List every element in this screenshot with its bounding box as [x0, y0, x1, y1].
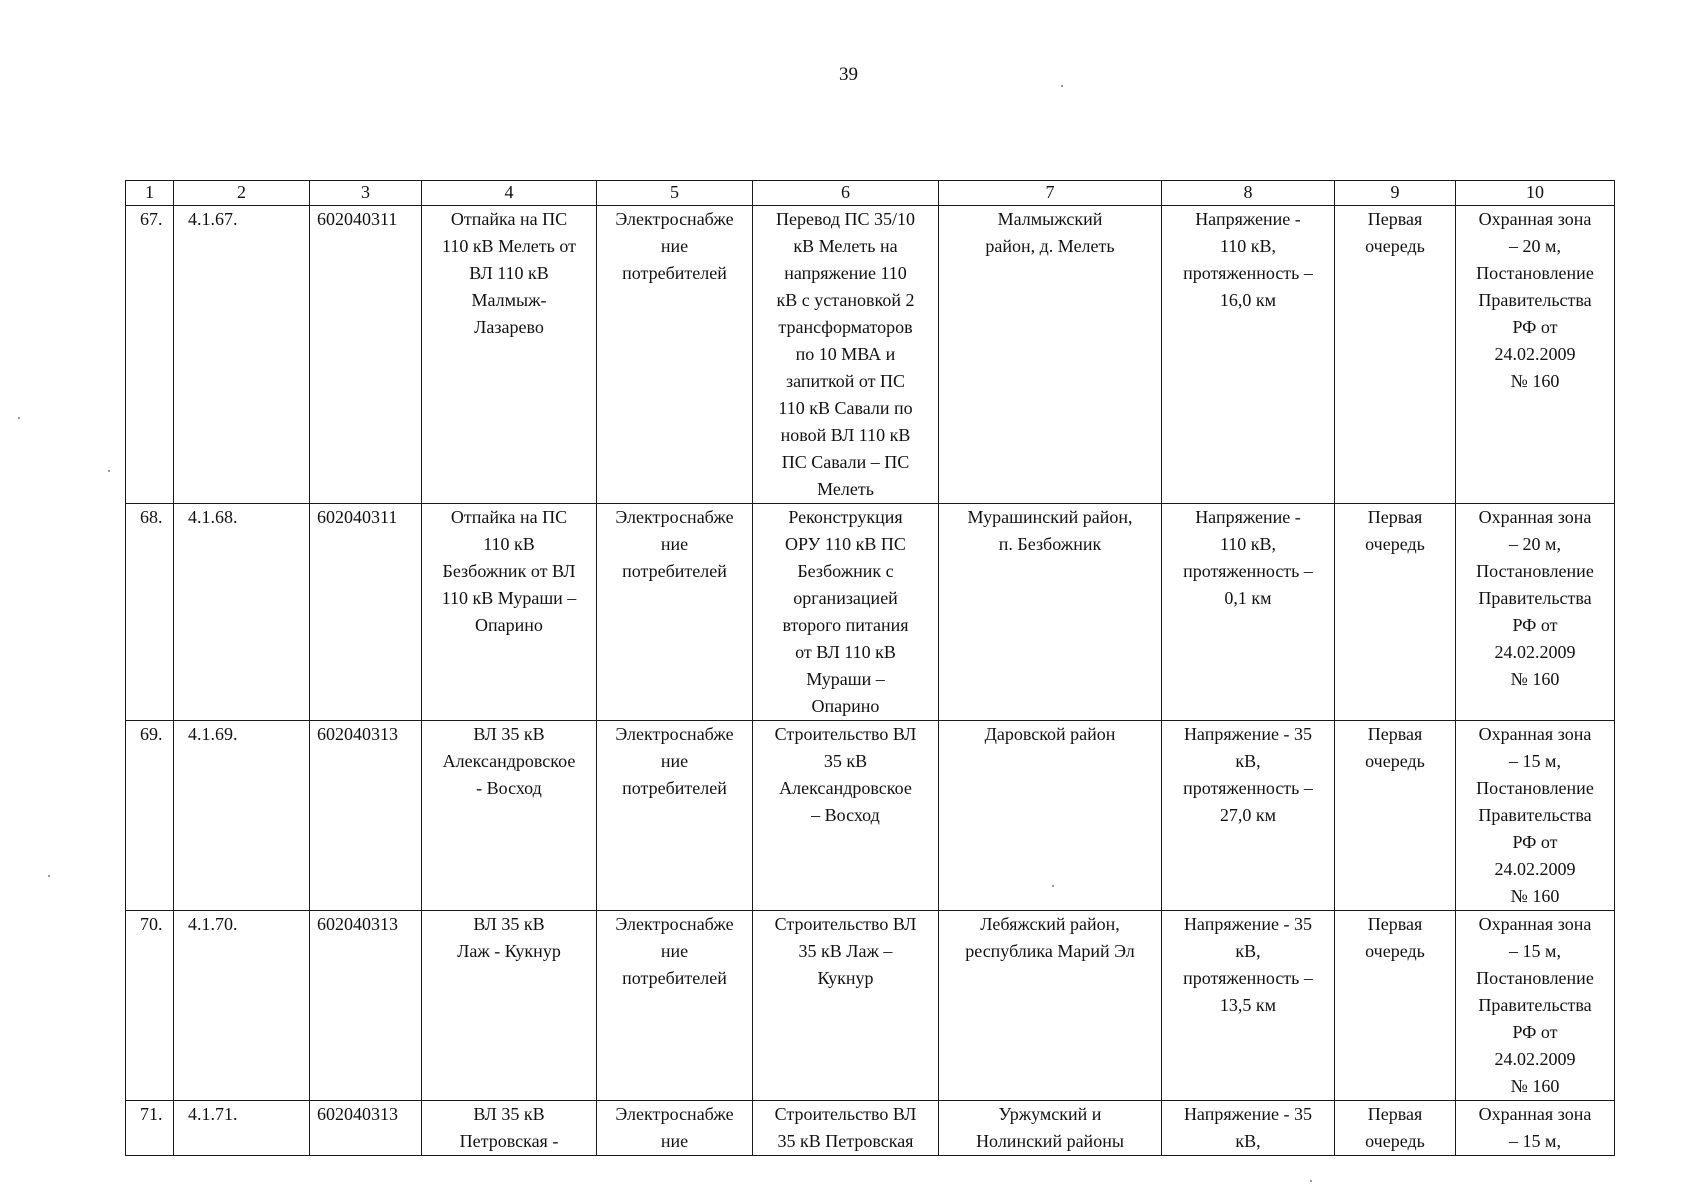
- location-cell: [939, 206, 1162, 504]
- purpose-cell: [597, 911, 753, 1101]
- cell-line: 0,1 км: [1224, 588, 1272, 608]
- cell-line: потребителей: [622, 263, 727, 283]
- item-code: 4.1.70.: [174, 911, 310, 1101]
- cell-line: Отпайка на ПС: [450, 507, 568, 527]
- cell-line: протяженность –: [1183, 561, 1313, 581]
- column-number-row: [126, 181, 1615, 206]
- cell-line: протяженность –: [1183, 778, 1313, 798]
- cell-line: Строительство ВЛ: [774, 724, 917, 744]
- location-cell: [939, 911, 1162, 1101]
- cell-line: по 10 МВА и: [795, 344, 896, 364]
- cell-line: Лаж - Кукнур: [457, 941, 561, 961]
- cell-line: п. Безбожник: [998, 534, 1102, 554]
- object-id: 602040311: [310, 504, 422, 721]
- cell-line: кВ с установкой 2: [776, 290, 915, 310]
- cell-line: – Восход: [811, 805, 880, 825]
- column-header-5: 5: [597, 181, 753, 206]
- cell-line: 110 кВ Савали по: [778, 398, 913, 418]
- cell-line: потребителей: [622, 561, 727, 581]
- location-cell: [939, 721, 1162, 911]
- cell-line: ние: [660, 751, 689, 771]
- cell-line: кВ,: [1235, 1131, 1261, 1151]
- table-body: [126, 206, 1615, 1156]
- table-row: [126, 504, 1615, 721]
- cell-line: Александровское: [442, 751, 576, 771]
- purpose-cell: [597, 721, 753, 911]
- specs-cell: [1162, 721, 1335, 911]
- cell-line: ПС Савали – ПС: [781, 452, 910, 472]
- cell-line: очередь: [1365, 941, 1425, 961]
- cell-line: Охранная зона: [1478, 209, 1592, 229]
- cell-line: кВ,: [1235, 941, 1261, 961]
- scan-speck: [18, 417, 20, 419]
- cell-line: 24.02.2009: [1494, 642, 1576, 662]
- cell-line: Уржумский и: [998, 1104, 1102, 1124]
- stage-cell: [1335, 911, 1456, 1101]
- cell-line: потребителей: [622, 778, 727, 798]
- cell-line: 110 кВ: [483, 534, 535, 554]
- cell-line: ВЛ 110 кВ: [469, 263, 549, 283]
- cell-line: Мураши –: [806, 669, 885, 689]
- cell-line: 110 кВ,: [1219, 534, 1277, 554]
- cell-line: протяженность –: [1183, 263, 1313, 283]
- cell-line: РФ от: [1512, 615, 1558, 635]
- cell-line: - Восход: [476, 778, 542, 798]
- cell-line: кВ Мелеть на: [793, 236, 898, 256]
- column-header-8: 8: [1162, 181, 1335, 206]
- cell-line: Перевод ПС 35/10: [776, 209, 915, 229]
- scan-speck: [108, 470, 110, 472]
- table-row: [126, 206, 1615, 504]
- cell-line: Строительство ВЛ: [774, 1104, 917, 1124]
- scan-speck: [1310, 1180, 1312, 1182]
- cell-line: Реконструкция: [788, 507, 903, 527]
- table-row: [126, 721, 1615, 911]
- cell-line: Нолинский районы: [976, 1131, 1124, 1151]
- cell-line: – 20 м,: [1509, 534, 1561, 554]
- cell-line: Правительства: [1478, 805, 1592, 825]
- cell-line: РФ от: [1512, 317, 1558, 337]
- cell-line: Малмыж-: [471, 290, 547, 310]
- cell-line: 24.02.2009: [1494, 859, 1576, 879]
- cell-line: очередь: [1365, 236, 1425, 256]
- object-name: [422, 504, 597, 721]
- object-name: [422, 911, 597, 1101]
- cell-line: потребителей: [622, 968, 727, 988]
- cell-line: 110 кВ Мелеть от: [441, 236, 576, 256]
- row-number: 68.: [126, 504, 174, 721]
- cell-line: 13,5 км: [1219, 995, 1277, 1015]
- specs-cell: [1162, 1101, 1335, 1156]
- cell-line: – 20 м,: [1509, 236, 1561, 256]
- item-code: 4.1.71.: [174, 1101, 310, 1156]
- column-header-1: 1: [126, 181, 174, 206]
- cell-line: ние: [660, 941, 689, 961]
- cell-line: Электроснабже: [615, 914, 734, 934]
- row-number: 71.: [126, 1101, 174, 1156]
- object-name: [422, 721, 597, 911]
- cell-line: Напряжение -: [1195, 507, 1301, 527]
- cell-line: Петровская -: [459, 1131, 559, 1151]
- cell-line: – 15 м,: [1509, 751, 1561, 771]
- cell-line: ние: [660, 534, 689, 554]
- cell-line: Правительства: [1478, 290, 1592, 310]
- cell-line: ВЛ 35 кВ: [473, 724, 545, 744]
- column-header-4: 4: [422, 181, 597, 206]
- cell-line: 24.02.2009: [1494, 1049, 1576, 1069]
- cell-line: Малмыжский: [997, 209, 1103, 229]
- cell-line: протяженность –: [1183, 968, 1313, 988]
- cell-line: Постановление: [1476, 778, 1594, 798]
- cell-line: организацией: [793, 588, 898, 608]
- cell-line: 16,0 км: [1219, 290, 1277, 310]
- cell-line: Опарино: [475, 615, 543, 635]
- item-code: 4.1.68.: [174, 504, 310, 721]
- cell-line: Напряжение - 35: [1183, 1104, 1313, 1124]
- cell-line: республика Марий Эл: [965, 941, 1135, 961]
- description-cell: [753, 1101, 939, 1156]
- stage-cell: [1335, 1101, 1456, 1156]
- cell-line: Опарино: [811, 696, 880, 716]
- cell-line: – 15 м,: [1509, 1131, 1561, 1151]
- item-code: 4.1.67.: [174, 206, 310, 504]
- cell-line: – 15 м,: [1509, 941, 1561, 961]
- table-row: [126, 911, 1615, 1101]
- cell-line: № 160: [1510, 669, 1560, 689]
- planned-objects-table: [125, 180, 1615, 1156]
- protection-zone-cell: [1456, 911, 1615, 1101]
- scan-speck: [48, 875, 50, 877]
- cell-line: очередь: [1365, 534, 1425, 554]
- purpose-cell: [597, 1101, 753, 1156]
- cell-line: Напряжение - 35: [1183, 724, 1313, 744]
- cell-line: район, д. Мелеть: [985, 236, 1115, 256]
- cell-line: Лебяжский район,: [980, 914, 1120, 934]
- cell-line: Постановление: [1476, 263, 1594, 283]
- cell-line: Строительство ВЛ: [774, 914, 917, 934]
- cell-line: Правительства: [1478, 588, 1592, 608]
- cell-line: 35 кВ Лаж –: [798, 941, 893, 961]
- location-cell: [939, 504, 1162, 721]
- table-row: [126, 1101, 1615, 1156]
- stage-cell: [1335, 721, 1456, 911]
- object-id: 602040311: [310, 206, 422, 504]
- column-header-9: 9: [1335, 181, 1456, 206]
- cell-line: Электроснабже: [615, 209, 734, 229]
- cell-line: очередь: [1365, 1131, 1425, 1151]
- cell-line: Первая: [1367, 209, 1423, 229]
- protection-zone-cell: [1456, 1101, 1615, 1156]
- cell-line: напряжение 110: [784, 263, 907, 283]
- cell-line: 35 кВ Петровская: [777, 1131, 914, 1151]
- cell-line: Электроснабже: [615, 724, 734, 744]
- description-cell: [753, 911, 939, 1101]
- protection-zone-cell: [1456, 206, 1615, 504]
- description-cell: [753, 504, 939, 721]
- cell-line: Первая: [1367, 724, 1423, 744]
- cell-line: 27,0 км: [1219, 805, 1277, 825]
- cell-line: Безбожник с: [797, 561, 894, 581]
- cell-line: ВЛ 35 кВ: [473, 914, 545, 934]
- row-number: 70.: [126, 911, 174, 1101]
- cell-line: ВЛ 35 кВ: [473, 1104, 545, 1124]
- scan-speck: [1052, 885, 1054, 887]
- stage-cell: [1335, 206, 1456, 504]
- object-id: 602040313: [310, 721, 422, 911]
- cell-line: РФ от: [1512, 832, 1558, 852]
- scan-speck: [1061, 85, 1063, 87]
- cell-line: Лазарево: [474, 317, 544, 337]
- cell-line: Мурашинский район,: [967, 507, 1133, 527]
- location-cell: [939, 1101, 1162, 1156]
- cell-line: ОРУ 110 кВ ПС: [785, 534, 906, 554]
- cell-line: Отпайка на ПС: [450, 209, 568, 229]
- cell-line: 110 кВ Мураши –: [441, 588, 577, 608]
- object-id: 602040313: [310, 1101, 422, 1156]
- cell-line: Напряжение -: [1195, 209, 1301, 229]
- cell-line: Постановление: [1476, 561, 1594, 581]
- cell-line: запиткой от ПС: [785, 371, 906, 391]
- cell-line: Первая: [1367, 914, 1423, 934]
- object-id: 602040313: [310, 911, 422, 1101]
- row-number: 67.: [126, 206, 174, 504]
- description-cell: [753, 206, 939, 504]
- cell-line: РФ от: [1512, 1022, 1558, 1042]
- specs-cell: [1162, 911, 1335, 1101]
- cell-line: ние: [660, 1131, 689, 1151]
- cell-line: трансформаторов: [778, 317, 913, 337]
- cell-line: Охранная зона: [1478, 914, 1592, 934]
- cell-line: Мелеть: [817, 479, 874, 499]
- cell-line: Электроснабже: [615, 1104, 734, 1124]
- cell-line: Охранная зона: [1478, 507, 1592, 527]
- cell-line: Кукнур: [817, 968, 874, 988]
- object-name: [422, 206, 597, 504]
- cell-line: 35 кВ: [823, 751, 868, 771]
- cell-line: Охранная зона: [1478, 1104, 1592, 1124]
- cell-line: новой ВЛ 110 кВ: [780, 425, 911, 445]
- cell-line: кВ,: [1235, 751, 1261, 771]
- cell-line: Первая: [1367, 1104, 1423, 1124]
- cell-line: очередь: [1365, 751, 1425, 771]
- cell-line: № 160: [1510, 1076, 1560, 1096]
- cell-line: Правительства: [1478, 995, 1592, 1015]
- cell-line: № 160: [1510, 371, 1560, 391]
- column-header-7: 7: [939, 181, 1162, 206]
- cell-line: Постановление: [1476, 968, 1594, 988]
- specs-cell: [1162, 504, 1335, 721]
- cell-line: 110 кВ,: [1219, 236, 1277, 256]
- cell-line: от ВЛ 110 кВ: [795, 642, 896, 662]
- protection-zone-cell: [1456, 504, 1615, 721]
- column-header-2: 2: [174, 181, 310, 206]
- row-number: 69.: [126, 721, 174, 911]
- page-number: 39: [839, 64, 858, 85]
- cell-line: 24.02.2009: [1494, 344, 1576, 364]
- cell-line: Первая: [1367, 507, 1423, 527]
- cell-line: Охранная зона: [1478, 724, 1592, 744]
- cell-line: Электроснабже: [615, 507, 734, 527]
- column-header-3: 3: [310, 181, 422, 206]
- cell-line: № 160: [1510, 886, 1560, 906]
- cell-line: второго питания: [782, 615, 909, 635]
- specs-cell: [1162, 206, 1335, 504]
- cell-line: Безбожник от ВЛ: [442, 561, 576, 581]
- stage-cell: [1335, 504, 1456, 721]
- purpose-cell: [597, 504, 753, 721]
- cell-line: Напряжение - 35: [1183, 914, 1313, 934]
- cell-line: Александровское: [779, 778, 912, 798]
- cell-line: Даровской район: [984, 724, 1116, 744]
- cell-line: ние: [660, 236, 689, 256]
- object-name: [422, 1101, 597, 1156]
- column-header-10: 10: [1456, 181, 1615, 206]
- protection-zone-cell: [1456, 721, 1615, 911]
- item-code: 4.1.69.: [174, 721, 310, 911]
- purpose-cell: [597, 206, 753, 504]
- column-header-6: 6: [753, 181, 939, 206]
- description-cell: [753, 721, 939, 911]
